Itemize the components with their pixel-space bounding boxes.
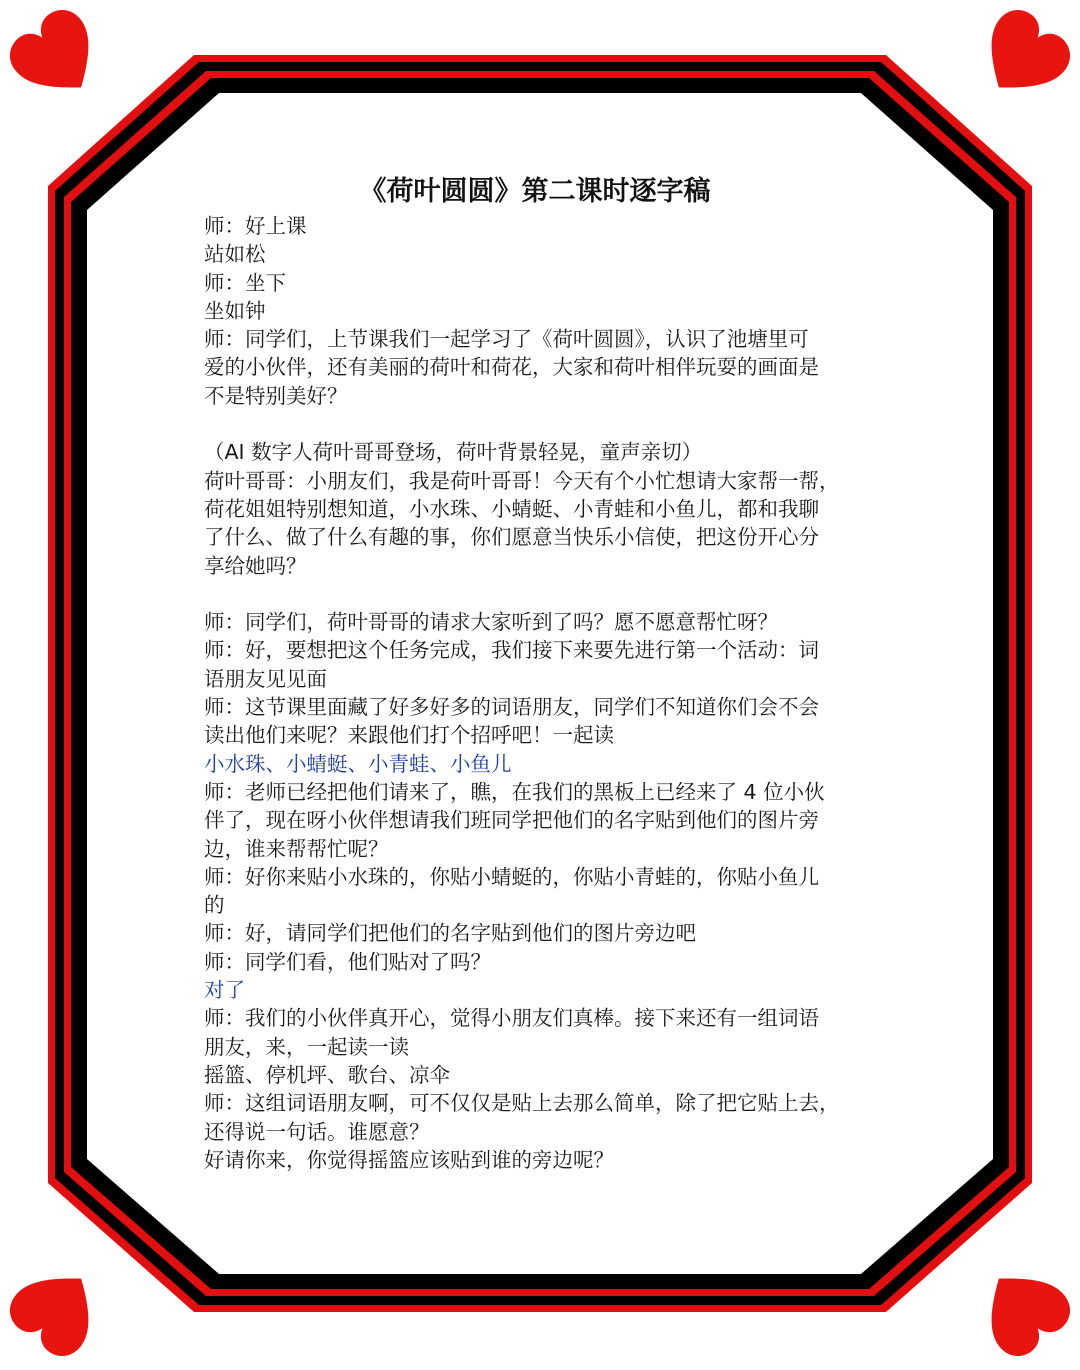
text-line: 荷叶哥哥：小朋友们，我是荷叶哥哥！今天有个小忙想请大家帮一帮，	[204, 468, 840, 493]
text-line: 还得说一句话。谁愿意？	[204, 1119, 430, 1144]
text-line: 好请你来，你觉得摇篮应该贴到谁的旁边呢？	[204, 1147, 614, 1172]
text-line: 师：好上课	[204, 214, 307, 238]
text-line: 伴了，现在呀小伙伴想请我们班同学把他们的名字贴到他们的图片旁	[204, 808, 819, 833]
text-line: 小水珠、小蜻蜓、小青蛙、小鱼儿	[204, 751, 512, 776]
text-line: 爱的小伙伴，还有美丽的荷叶和荷花，大家和荷叶相伴玩耍的画面是	[204, 355, 819, 380]
text-line: 坐如钟	[204, 298, 266, 323]
text-line: 对了	[204, 978, 245, 1003]
text-line: 师：这组词语朋友啊，可不仅仅是贴上去那么简单，除了把它贴上去，	[204, 1091, 840, 1116]
document-title: 《荷叶圆圆》第二课时逐字稿	[359, 176, 711, 207]
text-line: 荷花姐姐特别想知道，小水珠、小蜻蜓、小青蛙和小鱼儿，都和我聊	[204, 496, 819, 521]
text-line: 师：同学们，荷叶哥哥的请求大家听到了吗？愿不愿意帮忙呀？	[204, 610, 778, 635]
text-line: 站如松	[204, 242, 266, 267]
paragraph-gap	[204, 410, 874, 438]
text-line: 师：好你来贴小水珠的，你贴小蜻蜓的，你贴小青蛙的，你贴小鱼儿	[204, 864, 819, 889]
text-line: 师：同学们，上节课我们一起学习了《荷叶圆圆》，认识了池塘里可	[204, 327, 809, 352]
text-line: 师：好，要想把这个任务完成，我们接下来要先进行第一个活动：词	[204, 638, 819, 663]
text-line: 师：这节课里面藏了好多好多的词语朋友，同学们不知道你们会不会	[204, 695, 819, 720]
text-line: 的	[204, 893, 225, 918]
document-body	[204, 172, 874, 1174]
text-line: 了什么、做了什么有趣的事，你们愿意当快乐小信使，把这份开心分	[204, 525, 819, 550]
text-line: 师：好，请同学们把他们的名字贴到他们的图片旁边吧	[204, 921, 696, 946]
paragraph-gap	[204, 580, 874, 608]
text-line: 朋友，来，一起读一读	[204, 1034, 409, 1059]
text-line: 语朋友见见面	[204, 666, 327, 691]
text-line: 师：我们的小伙伴真开心，觉得小朋友们真棒。接下来还有一组词语	[204, 1006, 819, 1031]
text-line: （AI 数字人荷叶哥哥登场，荷叶背景轻晃，童声亲切）	[204, 440, 703, 465]
text-line: 师：老师已经把他们请来了，瞧，在我们的黑板上已经来了 4 位小伙	[204, 779, 825, 804]
text-line: 不是特别美好？	[204, 383, 348, 408]
text-line: 摇篮、停机坪、歌台、凉伞	[204, 1062, 450, 1087]
text-line: 师：坐下	[204, 270, 286, 295]
text-line: 享给她吗？	[204, 553, 307, 578]
document-lines	[204, 212, 874, 1174]
text-line: 边，谁来帮帮忙呢？	[204, 836, 389, 861]
text-line: 师：同学们看，他们贴对了吗？	[204, 949, 491, 974]
text-line: 读出他们来呢？来跟他们打个招呼吧！一起读	[204, 723, 614, 748]
